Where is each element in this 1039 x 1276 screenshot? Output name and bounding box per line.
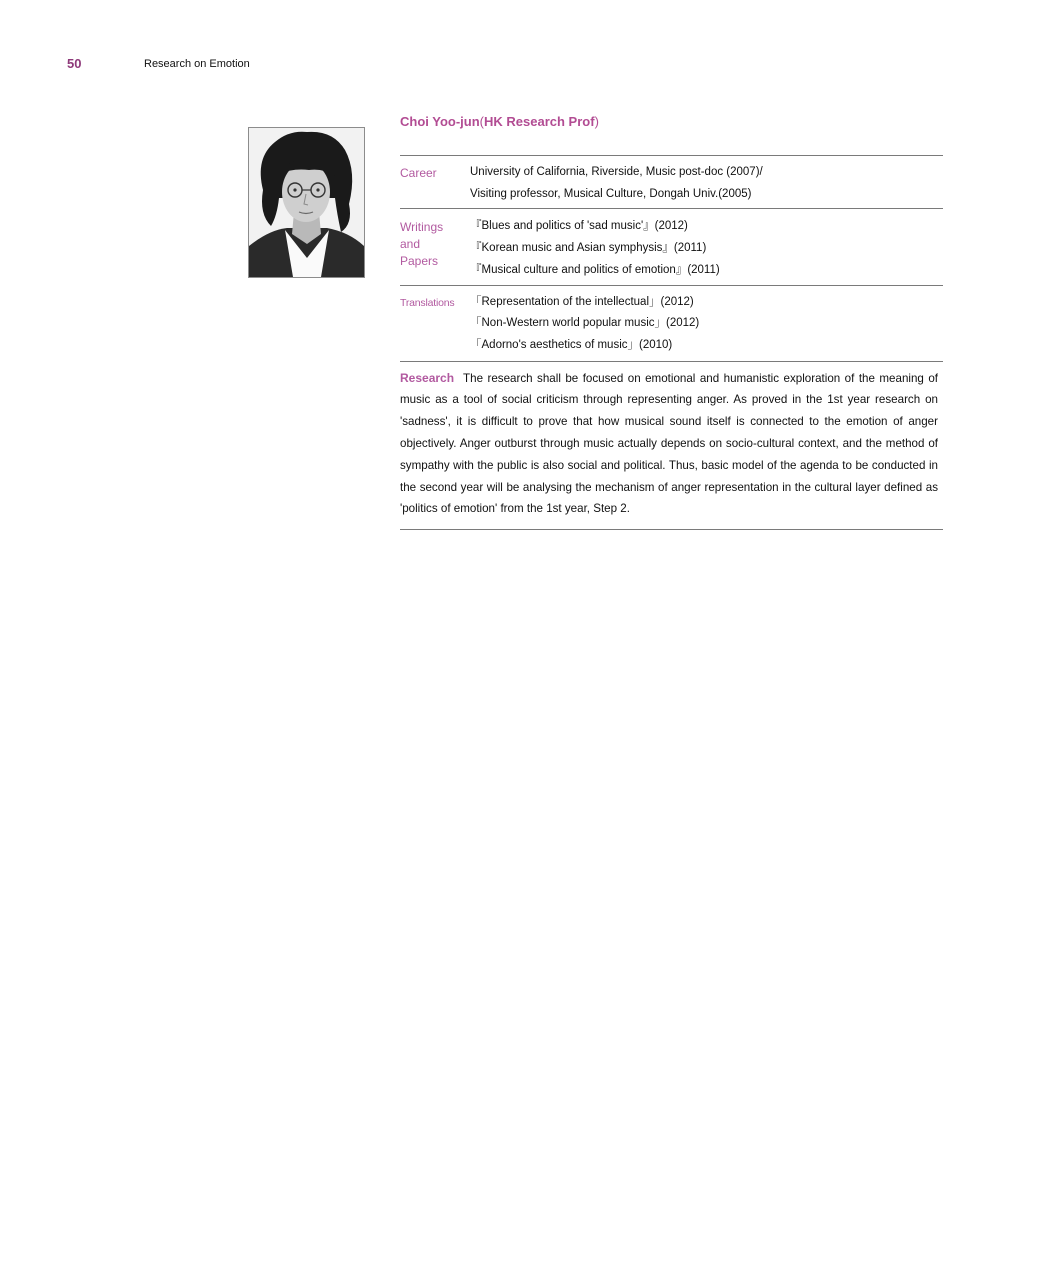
page-number: 50 <box>67 56 82 71</box>
portrait-illustration <box>249 128 364 277</box>
profile-name: Choi Yoo-jun <box>400 114 480 129</box>
running-head: Research on Emotion <box>144 58 250 70</box>
career-item: University of California, Riverside, Music post-doc (2007)/ <box>470 166 763 178</box>
writing-item: 『Musical culture and politics of emotion』(2011) <box>470 263 720 276</box>
translation-item: 「Non-Western world popular music」(2012) <box>470 317 700 330</box>
career-row <box>400 155 943 208</box>
career-label: Career <box>400 166 437 180</box>
translations-row <box>400 285 943 361</box>
writing-item: 『Korean music and Asian symphysis』(2011) <box>470 242 707 255</box>
portrait-photo <box>248 127 365 278</box>
writings-label <box>400 219 470 281</box>
research-block <box>400 361 943 531</box>
paren-close: ) <box>594 114 599 129</box>
writing-item: 『Blues and politics of 'sad music'』(2012) <box>470 220 688 233</box>
translation-item: 「Representation of the intellectual」(2012) <box>470 295 694 308</box>
paren-open: ( <box>479 114 485 129</box>
writings-row <box>400 208 943 284</box>
translation-item: 「Adorno's aesthetics of music」(2010) <box>470 338 673 351</box>
research-label: Research <box>400 370 455 385</box>
career-values <box>470 165 943 205</box>
writings-label-line: Papers <box>400 254 439 269</box>
writings-label-line: and <box>400 237 421 252</box>
career-item: Visiting professor, Musical Culture, Dongah Univ.(2005) <box>470 187 752 200</box>
profile-name-heading <box>400 114 943 132</box>
writings-values <box>470 219 943 281</box>
profile-section <box>400 114 943 530</box>
translations-label: Translations <box>400 296 455 309</box>
research-text: The research shall be focused on emotional and humanistic exploration of the meaning of music as a tool of social criticism through representing anger. As proved in the 1st year research on 'sadness', it is difficult to prove that how musical sound itself is connected to the emotion of anger objectively. Anger outburst through music actually depends on socio-cultural context, and the method of sympathy with the public is also social and political. Thus, basic model of the agenda to be conducted in the second year will be analysing the mechanism of anger representation in the cultural layer defined as 'politics of emotion' from the 1st year, Step 2. <box>400 371 938 516</box>
translations-values <box>470 295 943 357</box>
profile-title: HK Research Prof <box>484 114 595 129</box>
writings-label-line: Writings <box>400 220 444 235</box>
